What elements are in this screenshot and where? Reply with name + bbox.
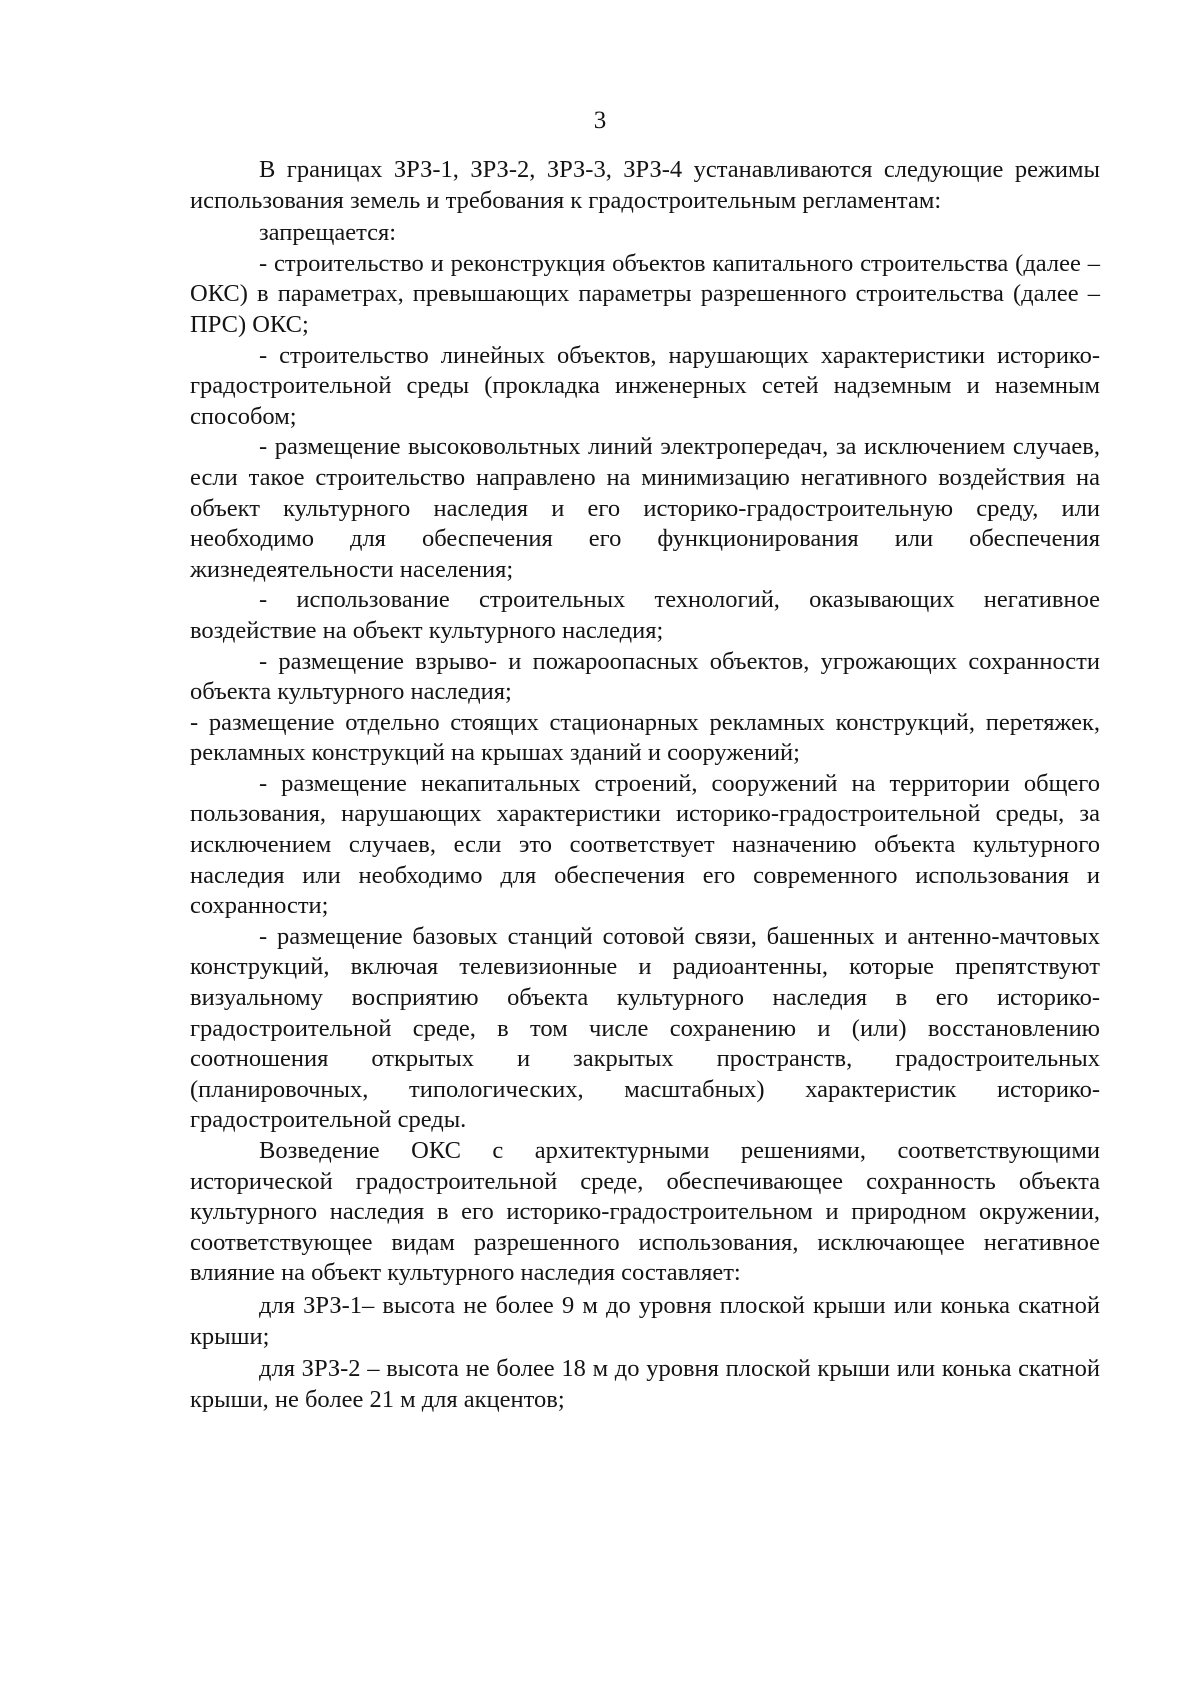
zrz1-height-limit: для ЗРЗ-1– высота не более 9 м до уровня плоской крыши или конька скатной крыши; xyxy=(190,1291,1100,1350)
document-body xyxy=(190,155,1100,1415)
construction-paragraph: Возведение ОКС с архитектурными решениями, соответствующими исторической градостроительной среде, обеспечивающее сохранность объекта культурного наследия в его историко-градостроительном и природном окружении, соответствующее видам разрешенного использования, исключающее негативное влияние на объект культурного наследия составляет: xyxy=(190,1137,1100,1287)
intro-paragraph: В границах ЗРЗ-1, ЗРЗ-2, ЗРЗ-3, ЗРЗ-4 устанавливаются следующие режимы использования земель и требования к градостроительным регламентам: xyxy=(190,156,1100,214)
prohibition-item: - размещение базовых станций сотовой связи, башенных и антенно-мачтовых конструкций, включая телевизионные и радиоантенны, которые препятствуют визуальному восприятию объекта культурного наследия в его историко-градостроительной среде, в том числе сохранению и (или) восстановлению соотношения открытых и закрытых пространств, градостроительных (планировочных, типологических, масштабных) характеристик историко-градостроительной среды. xyxy=(190,922,1100,1134)
zrz2-height-limit: для ЗРЗ-2 – высота не более 18 м до уровня плоской крыши или конька скатной крыши, не более 21 м для акцентов; xyxy=(190,1355,1100,1413)
prohibition-item: - использование строительных технологий, оказывающих негативное воздействие на объект культурного наследия; xyxy=(190,586,1100,644)
prohibited-heading: запрещается: xyxy=(259,219,397,247)
prohibition-item: - размещение высоковольтных линий электропередач, за исключением случаев, если такое строительство направлено на минимизацию негативного воздействия на объект культурного наследия и его историко-градостроительную среду, или необходимо для обеспечения его функционирования или обеспечения жизнедеятельности населения; xyxy=(190,433,1100,583)
prohibition-item: - размещение некапитальных строений, сооружений на территории общего пользования, нарушающих характеристики историко-градостроительной среды, за исключением случаев, если это соответствует назначению объекта культурного наследия или необходимо для обеспечения его современного использования и сохранности; xyxy=(190,769,1100,920)
prohibition-item: - размещение взрыво- и пожароопасных объектов, угрожающих сохранности объекта культурного наследия; xyxy=(190,647,1100,706)
prohibition-item: - размещение отдельно стоящих стационарных рекламных конструкций, перетяжек, рекламных конструкций на крышах зданий и сооружений; xyxy=(190,708,1100,767)
page-number: 3 xyxy=(593,107,607,134)
prohibition-item: - строительство линейных объектов, нарушающих характеристики историко-градостроительной среды (прокладка инженерных сетей надземным и наземным способом; xyxy=(190,341,1100,430)
prohibition-item: - строительство и реконструкция объектов капитального строительства (далее – ОКС) в параметрах, превышающих параметры разрешенного строительства (далее – ПРС) ОКС; xyxy=(190,249,1100,338)
